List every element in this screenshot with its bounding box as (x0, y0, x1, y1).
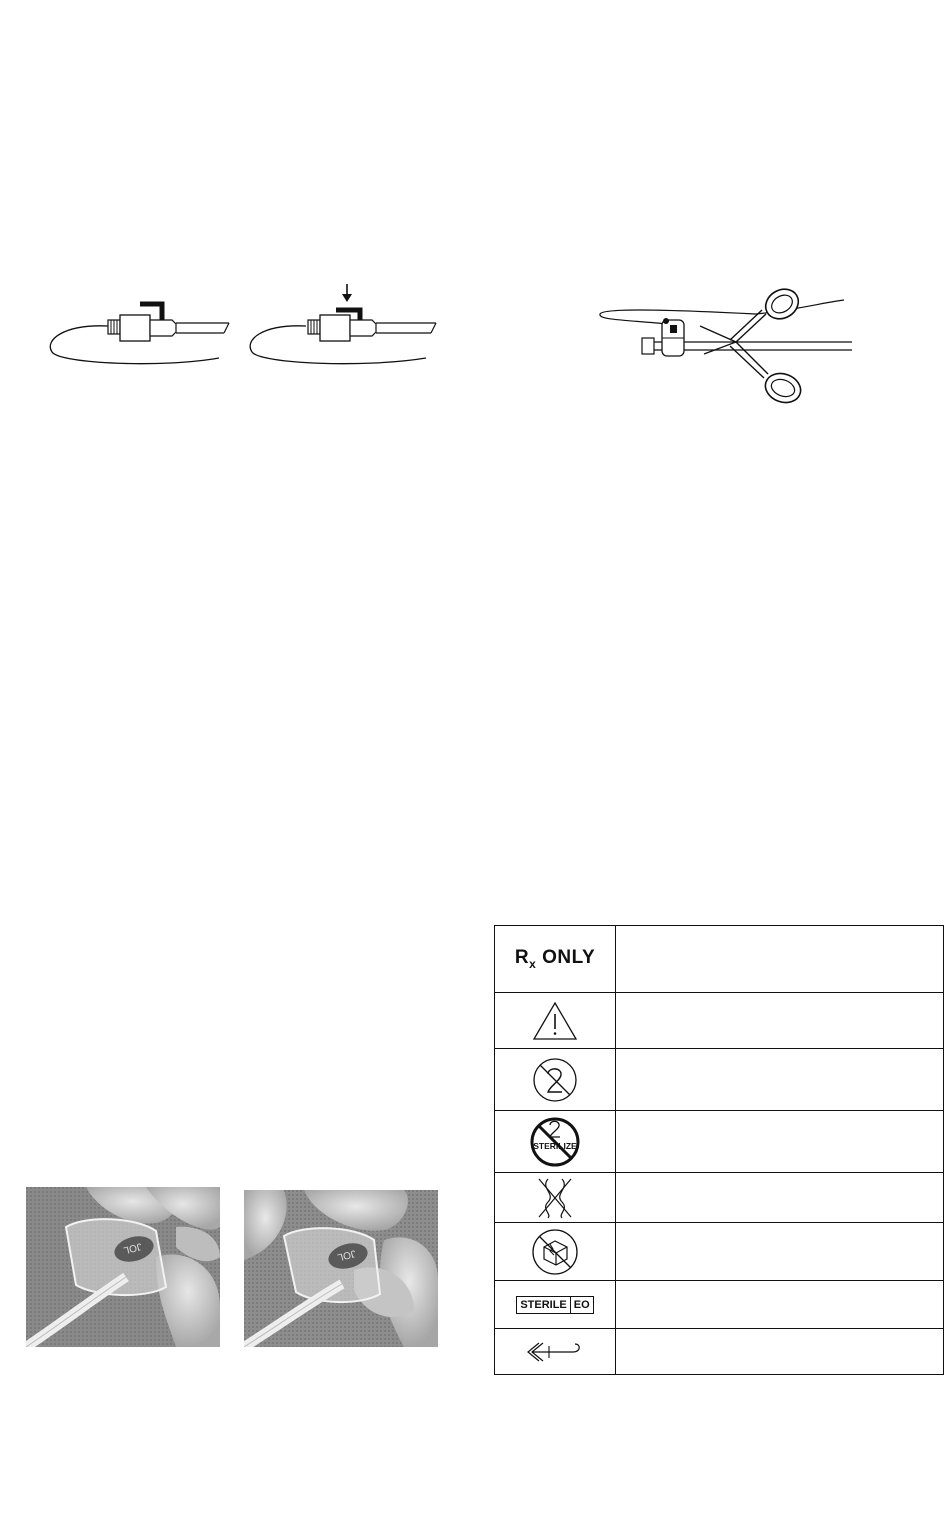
rx-only-text: ONLY (542, 947, 596, 969)
eo-label: EO (570, 1297, 593, 1313)
symbol-row-rx-only (495, 926, 943, 992)
symbol-cell (495, 1173, 616, 1222)
symbol-cell (495, 1111, 616, 1172)
symbol-cell (495, 926, 616, 992)
clamp-open-illustration (44, 290, 234, 370)
symbol-row-do-not-resterilize (495, 1110, 943, 1172)
sterile-eo-icon (516, 1296, 593, 1314)
rx-letter: R (514, 947, 530, 969)
symbol-cell (495, 1049, 616, 1110)
photo-tab-label: JOL (336, 1247, 357, 1263)
symbol-description (616, 1281, 943, 1328)
symbol-description (616, 1223, 943, 1280)
warning-triangle-icon (531, 1000, 579, 1042)
photo-clamp-open (26, 1187, 220, 1347)
symbol-row-sterile-eo (495, 1280, 943, 1328)
clamp-closed-illustration (246, 282, 441, 370)
symbol-row-do-not-reuse (495, 1048, 943, 1110)
symbol-description (616, 1329, 943, 1374)
symbol-row-catheter (495, 1328, 943, 1374)
symbol-description (616, 1173, 943, 1222)
symbol-row-non-pyrogenic (495, 1172, 943, 1222)
symbol-cell (495, 1329, 616, 1374)
symbol-description (616, 1049, 943, 1110)
do-not-resterilize-icon (528, 1116, 582, 1168)
symbol-cell (495, 993, 616, 1048)
symbol-cell (495, 1223, 616, 1280)
rx-only-icon (515, 947, 595, 971)
resterilize-text: STERILIZE (533, 1140, 577, 1151)
photo-clamp-closed (244, 1190, 438, 1347)
symbol-row-package-damaged (495, 1222, 943, 1280)
symbol-description (616, 1111, 943, 1172)
catheter-symbol-icon (525, 1339, 585, 1365)
symbol-row-warning (495, 992, 943, 1048)
do-not-use-if-package-damaged-icon (530, 1227, 580, 1277)
symbol-description (616, 926, 943, 992)
rx-subscript: x (529, 956, 537, 971)
symbol-table (494, 925, 944, 1375)
scissors-cut-illustration (596, 284, 858, 410)
symbol-cell (495, 1281, 616, 1328)
photo-tab-label: JOL (122, 1240, 143, 1256)
non-pyrogenic-icon (535, 1176, 575, 1220)
sterile-label: STERILE (520, 1298, 567, 1311)
symbol-description (616, 993, 943, 1048)
do-not-reuse-icon (531, 1056, 579, 1104)
